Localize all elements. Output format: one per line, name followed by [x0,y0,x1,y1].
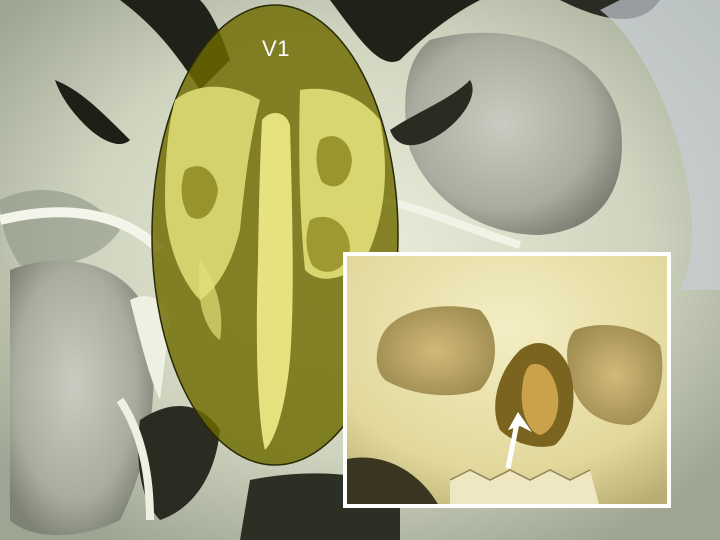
region-label: V1 [262,36,290,61]
inset-skull-image [343,252,671,508]
